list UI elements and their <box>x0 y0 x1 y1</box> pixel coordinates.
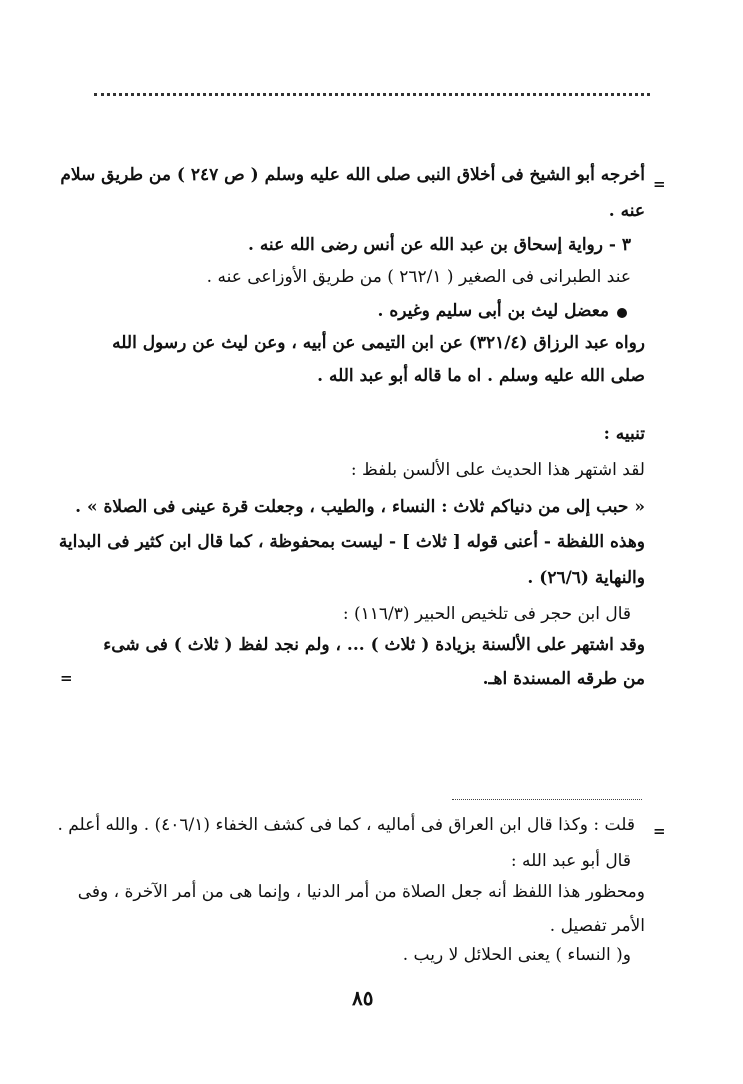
header-dotted-rule <box>94 93 650 96</box>
text-line-14: وقد اشتهر على الألسنة بزيادة ( ثلاث ) ... ، ولم نجد لفظ ( ثلاث ) فى شىء <box>103 635 645 655</box>
text-line-4: عند الطبرانى فى الصغير ( ٢٦٢/١ ) من طريق الأوزاعى عنه . <box>206 267 631 287</box>
page-number: ٨٥ <box>352 986 374 1010</box>
text-line-11: وهذه اللفظة - أعنى قوله [ ثلاث ] - ليست بمحفوظة ، كما قال ابن كثير فى البداية <box>58 532 645 552</box>
text-line-7: صلى الله عليه وسلم . اه ما قاله أبو عبد الله . <box>317 366 645 386</box>
footnote-line-2: قال أبو عبد الله : <box>510 851 631 871</box>
text-line-3: ٣ - رواية إسحاق بن عبد الله عن أنس رضى الله عنه . <box>247 235 631 255</box>
text-line-1: أخرجه أبو الشيخ فى أخلاق النبى صلى الله عليه وسلم ( ص ٢٤٧ ) من طريق سلام <box>60 165 645 185</box>
bullet-icon <box>617 308 627 318</box>
text-line-13: قال ابن حجر فى تلخيص الحبير (١١٦/٣) : <box>342 604 631 624</box>
text-line-15: من طرقه المسندة اهـ. <box>482 669 645 689</box>
note-marker-footnote: = <box>653 822 666 840</box>
footnote-separator <box>452 799 642 800</box>
footnote-line-3: ومحظور هذا اللفظ أنه جعل الصلاة من أمر الدنيا ، وإنما هى من أمر الآخرة ، وفى <box>77 882 645 902</box>
footnote-line-5: و( النساء ) يعنى الحلائل لا ريب . <box>402 945 631 965</box>
footnote-line-1: قلت : وكذا قال ابن العراق فى أماليه ، كما فى كشف الخفاء (٤٠٦/١) . والله أعلم . <box>57 815 635 835</box>
note-marker-left: = <box>60 669 73 687</box>
text-line-12: والنهاية (٢٦/٦) . <box>527 568 645 588</box>
note-marker-top: = <box>653 175 666 193</box>
text-line-6: رواه عبد الرزاق (٣٢١/٤) عن ابن التيمى عن أبيه ، وعن ليث عن رسول الله <box>112 333 645 353</box>
footnote-line-4: الأمر تفصيل . <box>549 916 645 936</box>
text-line-10: « حبب إلى من دنياكم ثلاث : النساء ، والطيب ، وجعلت قرة عينى فى الصلاة » . <box>75 497 645 517</box>
text-line-9: لقد اشتهر هذا الحديث على الألسن بلفظ : <box>350 460 645 480</box>
text-line-5: معضل ليث بن أبى سليم وغيره . <box>377 301 609 321</box>
text-line-2: عنه . <box>608 201 645 221</box>
section-heading: تنبيه : <box>603 424 645 444</box>
